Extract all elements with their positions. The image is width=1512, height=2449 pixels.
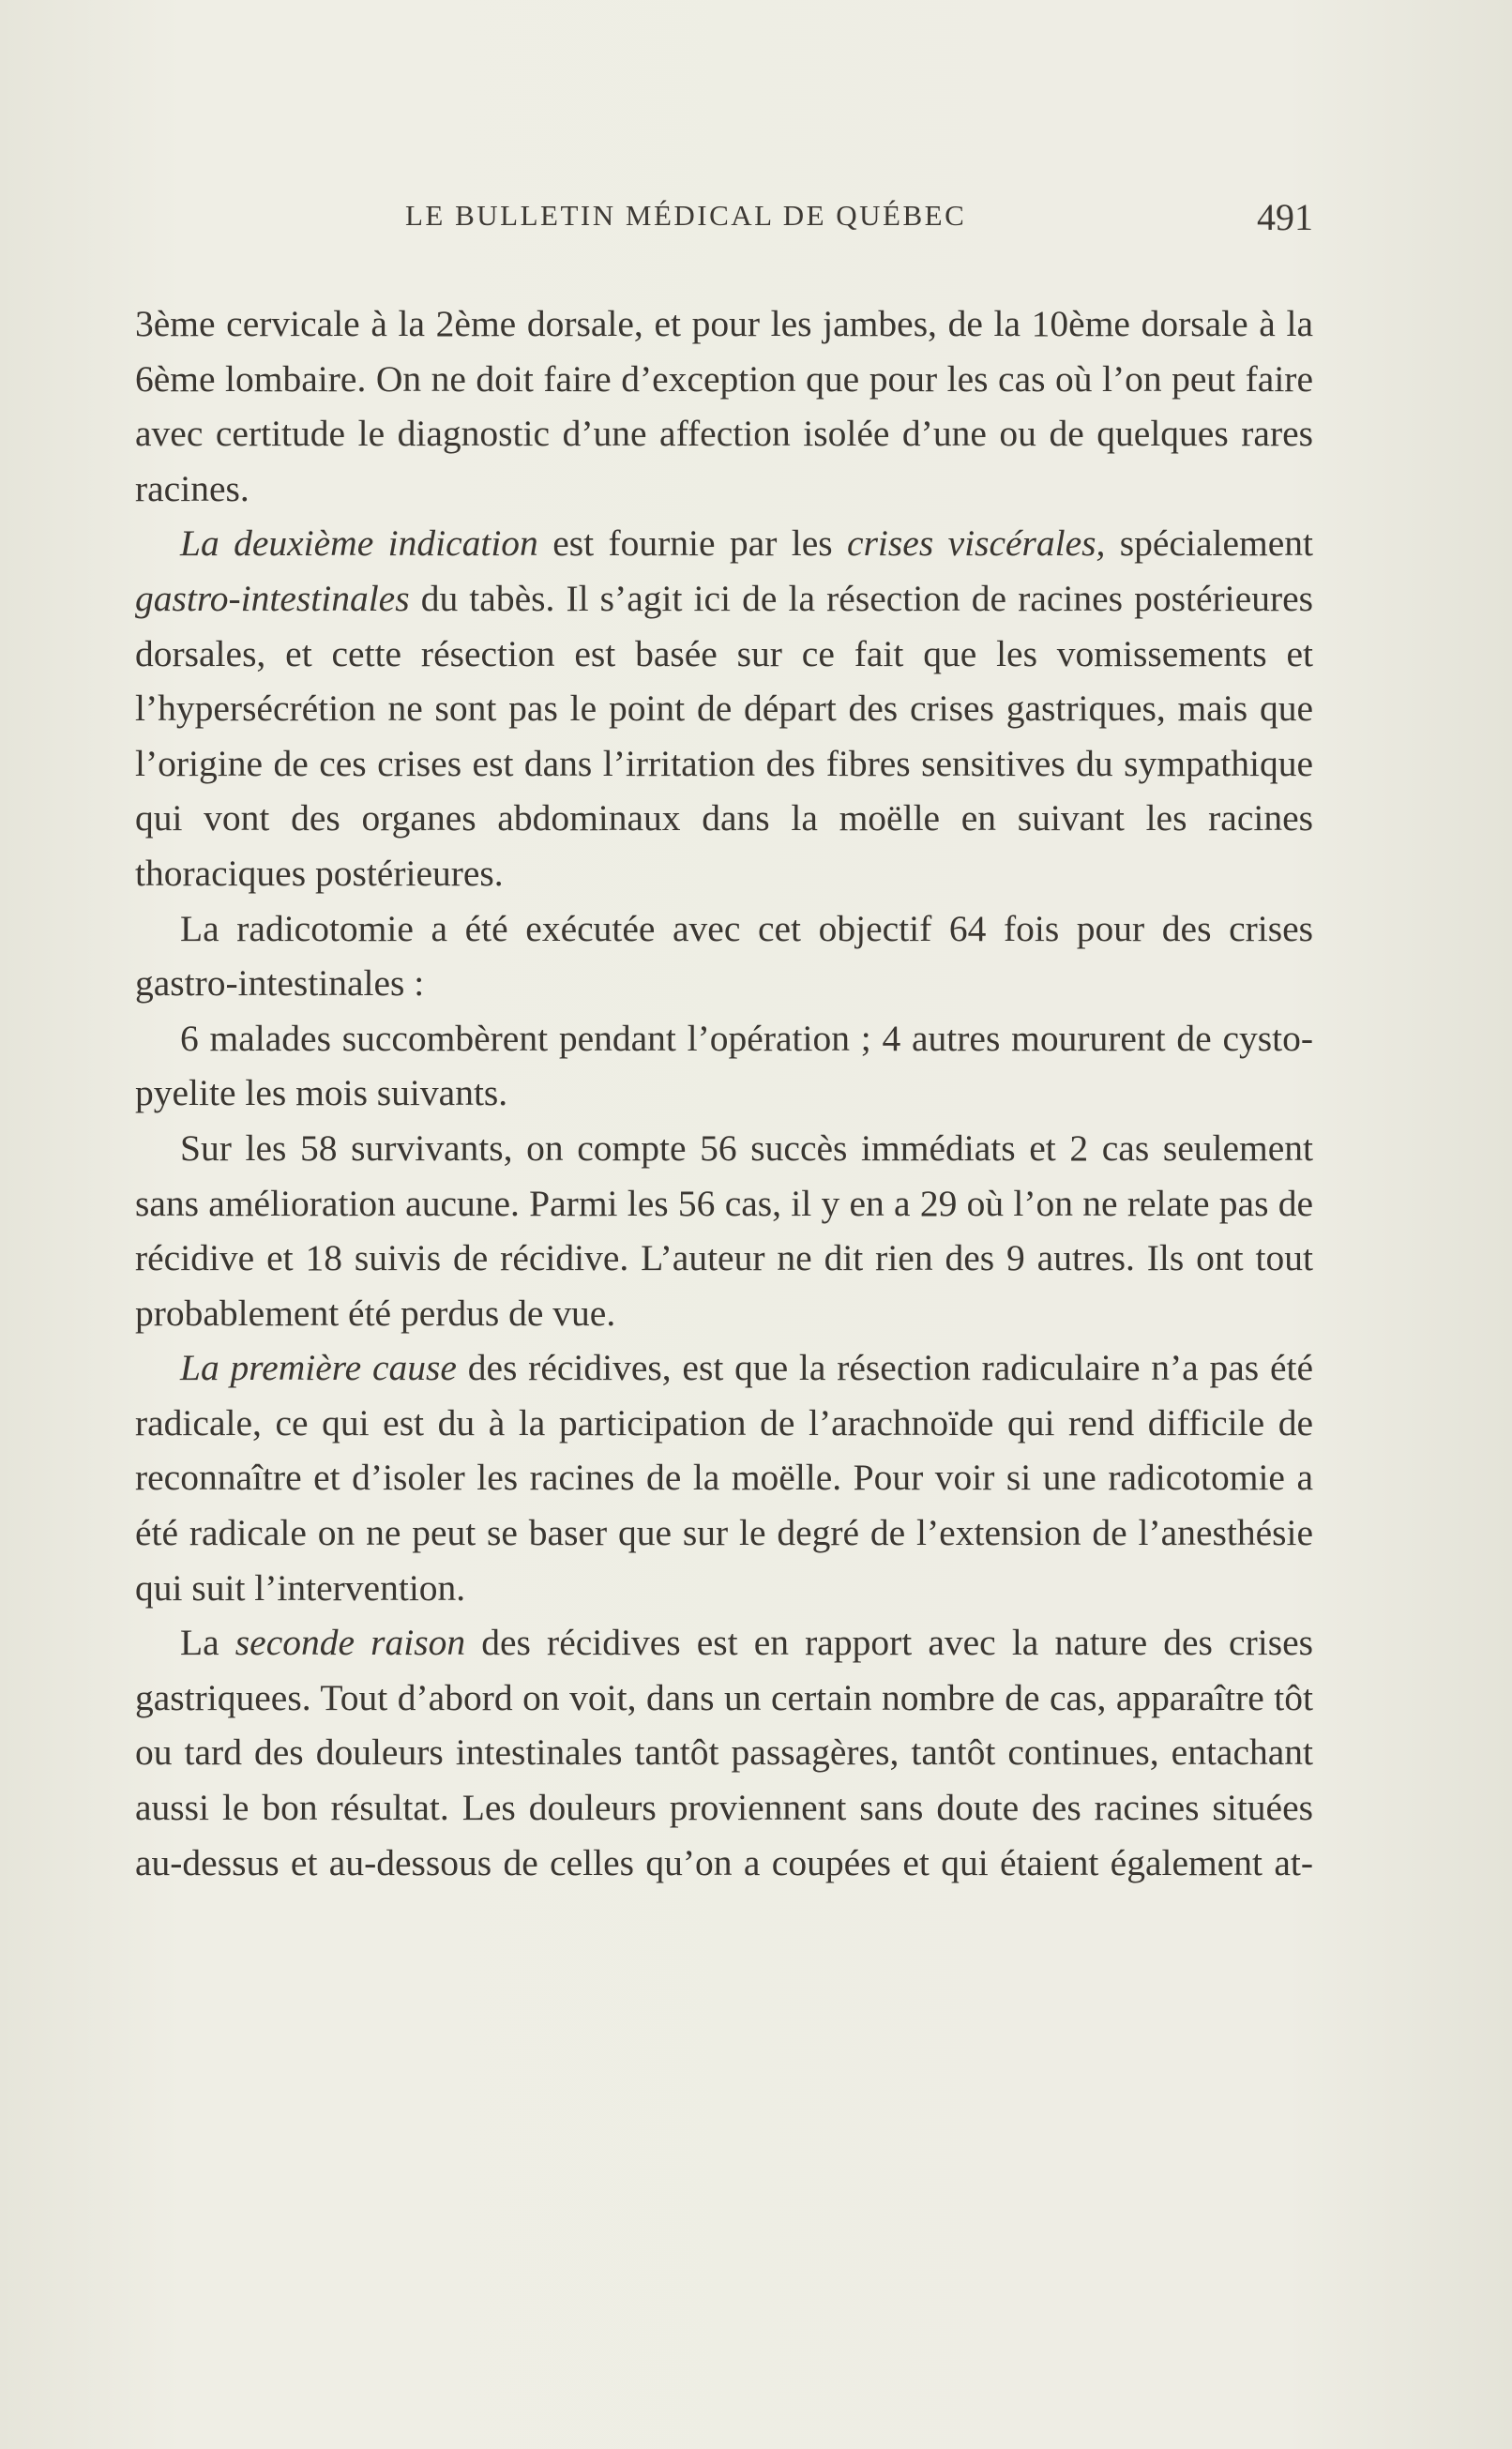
text-run: La <box>180 1622 235 1664</box>
body-text <box>135 296 1313 1890</box>
italic-text: La première cause <box>180 1347 457 1389</box>
italic-text: gastro-intestinales <box>135 577 410 619</box>
paragraph <box>135 1011 1313 1121</box>
paragraph <box>135 1121 1313 1340</box>
paragraph <box>135 1340 1313 1615</box>
text-run: La radicotomie a été exécutée avec cet objectif 64 fois pour des crises gastro-intestinales : <box>135 907 1313 1005</box>
text-run: des récidives est en rapport avec la nature des crises gastriquees. Tout d’abord on voit, dans un certain nombre de cas, apparaître tôt ou tard des douleurs intestinales tantôt passagères, tantôt continues, entachant aussi le bon résultat. Les douleurs proviennent sans doute des racines situées au-dessus et au-dessous de celles qu’on a coupées et qui étaient également at- <box>135 1622 1313 1883</box>
page-number: 491 <box>1257 196 1313 238</box>
paragraph <box>135 1615 1313 1890</box>
text-run: 6 malades succombèrent pendant l’opération ; 4 autres moururent de cysto-pyelite les mois suivants. <box>135 1017 1313 1114</box>
text-run: Sur les 58 survivants, on compte 56 succès immédiats et 2 cas seulement sans amélioration aucune. Parmi les 56 cas, il y en a 29 où l’on ne relate pas de récidive et 18 suivis de récidive. L’auteur ne dit rien des 9 autres. Ils ont tout probablement été perdus de vue. <box>135 1126 1313 1334</box>
text-run: est fournie par les <box>537 522 848 565</box>
italic-text: La deuxième indication <box>180 522 538 565</box>
paragraph <box>135 516 1313 900</box>
text-run: du tabès. Il s’agit ici de la résection de racines postérieures dorsales, et cette résection est basée sur ce fait que les vomissements et l’hypersécrétion ne sont pas le point de départ des crises gastriques, mais que l’origine de ces crises est dans l’irritation des fibres sensitives du sympathique qui vont des organes abdominaux dans la moëlle en suivant les racines thoraciques postérieures. <box>135 577 1313 894</box>
text-run: des récidives, est que la résection radiculaire n’a pas été radicale, ce qui est du à la participation de l’arachnoïde qui rend difficile de reconnaître et d’isoler les racines de la moëlle. Pour voir si une radicotomie a été radicale on ne peut se baser que sur le degré de l’extension de l’anesthésie qui suit l’intervention. <box>135 1347 1314 1609</box>
text-run: spécialement <box>1105 522 1313 565</box>
paragraph <box>135 296 1313 516</box>
page-header <box>131 195 1313 251</box>
text-run: 3ème cervicale à la 2ème dorsale, et pour les jambes, de la 10ème dorsale à la 6ème lombaire. On ne doit faire d’exception que pour les cas où l’on peut faire avec certitude le diagnostic d’une affection isolée d’une ou de quelques rares racines. <box>135 303 1313 509</box>
running-title: LE BULLETIN MÉDICAL DE QUÉBEC <box>405 199 967 232</box>
paragraph <box>135 901 1313 1011</box>
italic-text: crises viscérales, <box>847 522 1106 565</box>
italic-text: seconde raison <box>234 1622 466 1664</box>
